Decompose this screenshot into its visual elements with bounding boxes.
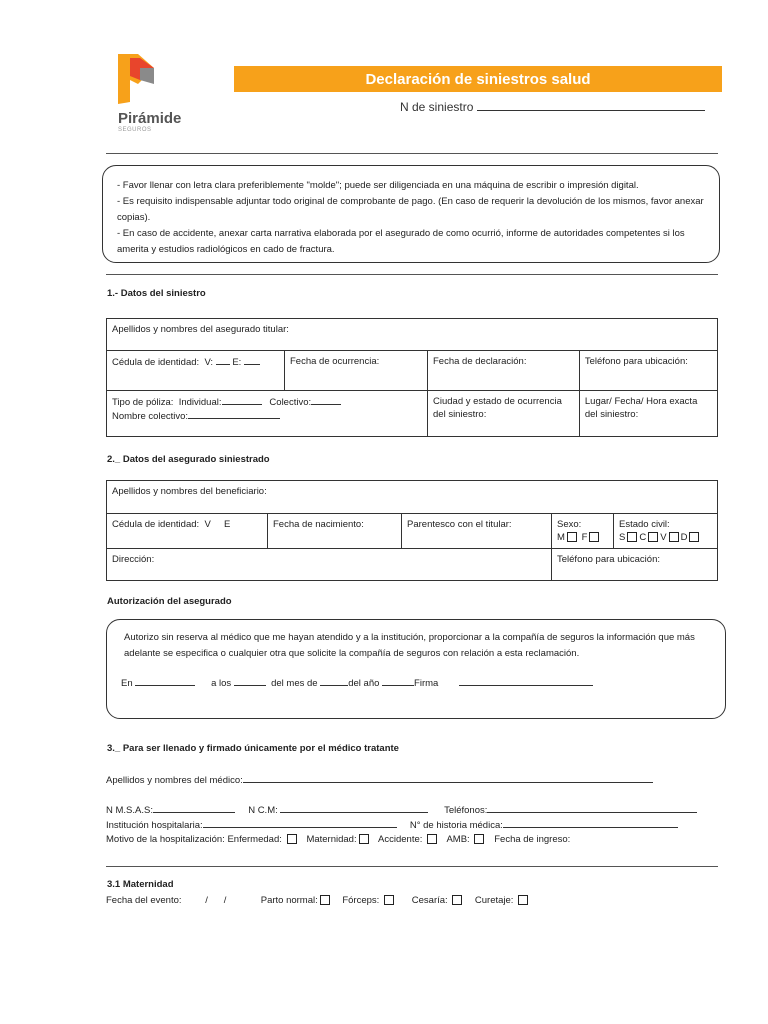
instruction-item: - En caso de accidente, anexar carta narrativa elaborada por el asegurado de como ocurrió, informe de autoridades competentes si los amerita y estudios radiológicos en cado de fractura.	[117, 228, 685, 255]
occurrence-date-field[interactable]: Fecha de ocurrencia:	[285, 351, 428, 391]
brand-subtitle: SEGUROS	[118, 127, 152, 133]
divider	[106, 153, 718, 154]
section-3-1-title: 3.1 Maternidad	[107, 879, 174, 890]
instruction-item: - Es requisito indispensable adjuntar todo original de comprobante de pago. (En caso de requerir la devolución de los mismos, favor anexar copias).	[117, 196, 704, 223]
illness-checkbox[interactable]	[287, 834, 297, 844]
hospital-line[interactable]: Institución hospitalaria: N° de historia médica:	[106, 818, 678, 831]
form-title-banner: Declaración de siniestros salud	[234, 66, 722, 92]
address-field[interactable]: Dirección:	[107, 549, 552, 581]
claim-number-label: N de siniestro	[400, 100, 474, 114]
amb-checkbox[interactable]	[474, 834, 484, 844]
authorization-signature-line[interactable]: En a los del mes de del año Firma	[121, 676, 711, 692]
authorization-box	[106, 619, 726, 719]
sex-field: Sexo: M F	[552, 514, 614, 549]
sex-m-checkbox[interactable]	[567, 532, 577, 542]
holder-id-field[interactable]: Cédula de identidad: V: E:	[107, 351, 285, 391]
policy-type-field[interactable]: Tipo de póliza: Individual: Colectivo: Nombre colectivo:	[107, 391, 428, 437]
city-state-field[interactable]: Ciudad y estado de ocurrencia del siniestro:	[428, 391, 580, 437]
civil-status-field: Estado civil: S C V D	[614, 514, 718, 549]
hospitalization-reason-line: Motivo de la hospitalización: Enfermedad: Maternidad: Accidente: AMB: Fecha de ingreso:	[106, 834, 571, 845]
claim-number-field[interactable]	[400, 100, 705, 114]
normal-birth-checkbox[interactable]	[320, 895, 330, 905]
section-1-table	[106, 318, 718, 437]
section-2-table	[106, 480, 718, 581]
beneficiary-name-field[interactable]: Apellidos y nombres del beneficiario:	[107, 481, 718, 514]
beneficiary-phone-field[interactable]: Teléfono para ubicación:	[552, 549, 718, 581]
accident-checkbox[interactable]	[427, 834, 437, 844]
forceps-checkbox[interactable]	[384, 895, 394, 905]
sex-f-checkbox[interactable]	[589, 532, 599, 542]
cesarean-checkbox[interactable]	[452, 895, 462, 905]
declaration-date-field[interactable]: Fecha de declaración:	[428, 351, 580, 391]
relationship-field[interactable]: Parentesco con el titular:	[402, 514, 552, 549]
section-3-title: 3._ Para ser llenado y firmado únicamente por el médico tratante	[107, 743, 399, 754]
civil-v-checkbox[interactable]	[669, 532, 679, 542]
place-date-time-field[interactable]: Lugar/ Fecha/ Hora exacta del siniestro:	[579, 391, 717, 437]
civil-s-checkbox[interactable]	[627, 532, 637, 542]
birth-date-field[interactable]: Fecha de nacimiento:	[268, 514, 402, 549]
holder-name-field[interactable]: Apellidos y nombres del asegurado titular:	[107, 319, 718, 351]
holder-phone-field[interactable]: Teléfono para ubicación:	[579, 351, 717, 391]
maternity-checkbox[interactable]	[359, 834, 369, 844]
section-2-title: 2._ Datos del asegurado siniestrado	[107, 454, 270, 465]
section-1-title: 1.- Datos del siniestro	[107, 288, 206, 299]
divider	[106, 866, 718, 867]
divider	[106, 274, 718, 275]
curettage-checkbox[interactable]	[518, 895, 528, 905]
doctor-registration-line[interactable]: N M.S.A.S: N C.M: Teléfonos:	[106, 803, 697, 816]
authorization-text: Autorizo sin reserva al médico que me hayan atendido y a la institución, proporcionar a la compañía de seguros la información que más adelante se especifica o cualquier otra que solicite la compañía de seguros con relación a esta reclamación.	[124, 632, 695, 659]
brand-name: Pirámide	[118, 110, 182, 127]
piramide-logo-icon	[116, 50, 158, 106]
doctor-name-field[interactable]: Apellidos y nombres del médico:	[106, 773, 653, 786]
maternity-line: Fecha del evento: / / Parto normal: Fórceps: Cesaría: Curetaje:	[106, 895, 530, 906]
beneficiary-id-field[interactable]: Cédula de identidad: V E	[107, 514, 268, 549]
instructions-box	[102, 165, 720, 263]
civil-c-checkbox[interactable]	[648, 532, 658, 542]
instruction-item: - Favor llenar con letra clara preferiblemente "molde"; puede ser diligenciada en una máquina de escribir o impresión digital.	[117, 180, 639, 191]
civil-d-checkbox[interactable]	[689, 532, 699, 542]
authorization-title: Autorización del asegurado	[107, 596, 232, 607]
